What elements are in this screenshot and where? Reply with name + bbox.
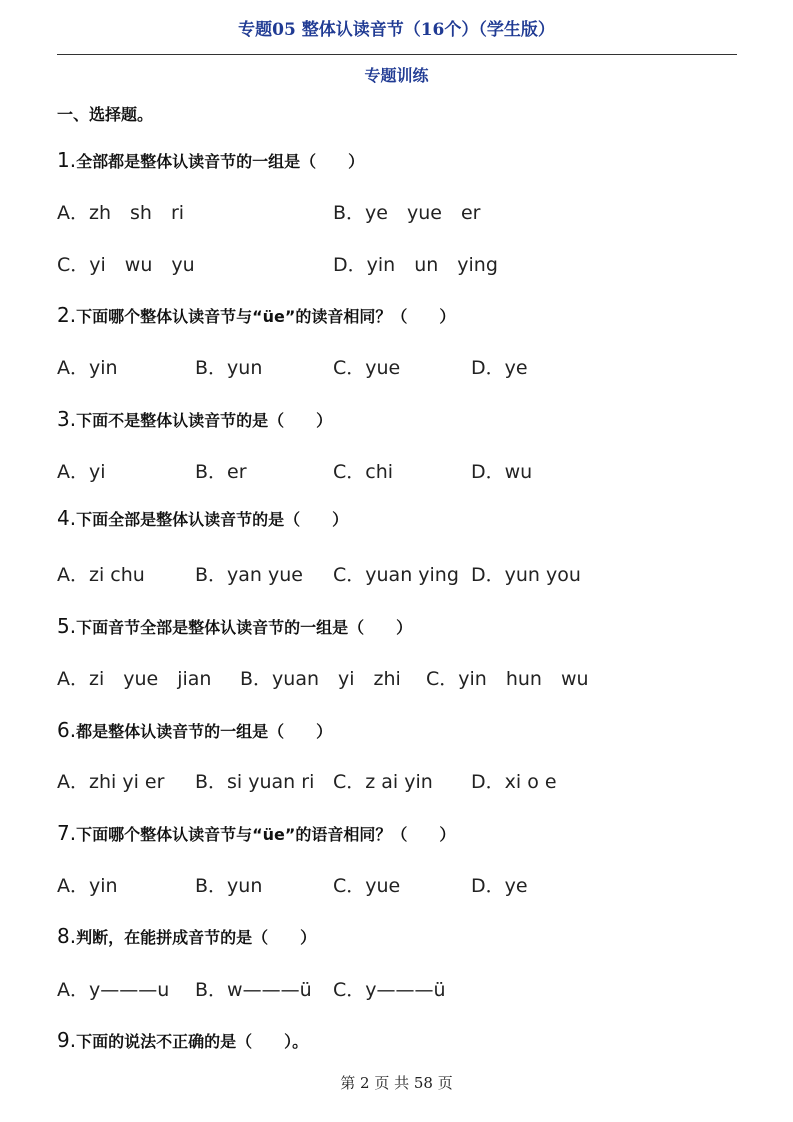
option-d: D．yun you (471, 564, 581, 586)
option-a: A．zhi yi er (57, 771, 165, 793)
question-9 (57, 1026, 308, 1054)
option-a: A．yin (57, 357, 118, 379)
option-b: B．yun (195, 875, 263, 897)
option-b: B．yun (195, 357, 263, 379)
section-title: 专题训练 (364, 66, 429, 85)
option-a: A．zi yue jian (57, 668, 212, 690)
question-text: 下面哪个整体认读音节与“üe”的读音相同？（ ） (76, 307, 456, 326)
question-text: 下面哪个整体认读音节与“üe”的语音相同？（ ） (76, 825, 456, 844)
option-b: B．ye yue er (333, 202, 481, 224)
question-number: 8. (57, 924, 77, 948)
option-c: C．z ai yin (333, 771, 433, 793)
document-header-title: 专题05 整体认读音节（16个）（学生版） (238, 20, 555, 40)
option-a: A．yi (57, 461, 106, 483)
question-text: 下面全部是整体认读音节的是（ ） (76, 510, 349, 529)
question-7 (57, 819, 455, 847)
option-a: A．zh sh ri (57, 202, 185, 224)
option-c: C．yuan ying (333, 564, 459, 586)
option-d: D．ye (471, 875, 528, 897)
option-a: A．yin (57, 875, 118, 897)
option-b: B．yuan yi zhi (240, 668, 401, 690)
question-number: 2. (57, 303, 77, 327)
question-2 (57, 301, 455, 329)
page-footer: 第 2 页 共 58 页 (340, 1074, 453, 1092)
question-text: 都是整体认读音节的一组是（ ） (76, 722, 333, 741)
option-b: B．w———ü (195, 979, 312, 1001)
question-3 (57, 405, 332, 433)
option-c: C．yin hun wu (426, 668, 589, 690)
header-divider (57, 54, 737, 55)
option-a: A．y———u (57, 979, 170, 1001)
question-number: 3. (57, 407, 77, 431)
question-text: 下面不是整体认读音节的是（ ） (76, 411, 333, 430)
option-b: B．er (195, 461, 247, 483)
option-c: C．yue (333, 875, 401, 897)
question-8 (57, 922, 316, 950)
question-1 (57, 146, 364, 174)
question-text: 判断，在能拼成音节的是（ ） (76, 928, 317, 947)
option-d: D．xi o e (471, 771, 557, 793)
question-text: 全部都是整体认读音节的一组是（ ） (76, 152, 365, 171)
question-number: 4. (57, 506, 77, 530)
question-6 (57, 716, 332, 744)
option-b: B．yan yue (195, 564, 303, 586)
option-c: C．chi (333, 461, 394, 483)
option-c: C．yue (333, 357, 401, 379)
part-heading: 一、选择题。 (57, 105, 154, 124)
question-number: 9. (57, 1028, 77, 1052)
question-text: 下面的说法不正确的是（ ）。 (76, 1032, 309, 1051)
option-c: C．y———ü (333, 979, 446, 1001)
question-text: 下面音节全部是整体认读音节的一组是（ ） (76, 618, 413, 637)
option-c: C．yi wu yu (57, 254, 195, 276)
option-a: A．zi chu (57, 564, 145, 586)
question-number: 6. (57, 718, 77, 742)
question-4 (57, 504, 348, 532)
question-number: 1. (57, 148, 77, 172)
question-number: 7. (57, 821, 77, 845)
option-b: B．si yuan ri (195, 771, 315, 793)
question-number: 5. (57, 614, 77, 638)
question-5 (57, 612, 412, 640)
option-d: D．yin un ying (333, 254, 498, 276)
option-d: D．ye (471, 357, 528, 379)
option-d: D．wu (471, 461, 533, 483)
